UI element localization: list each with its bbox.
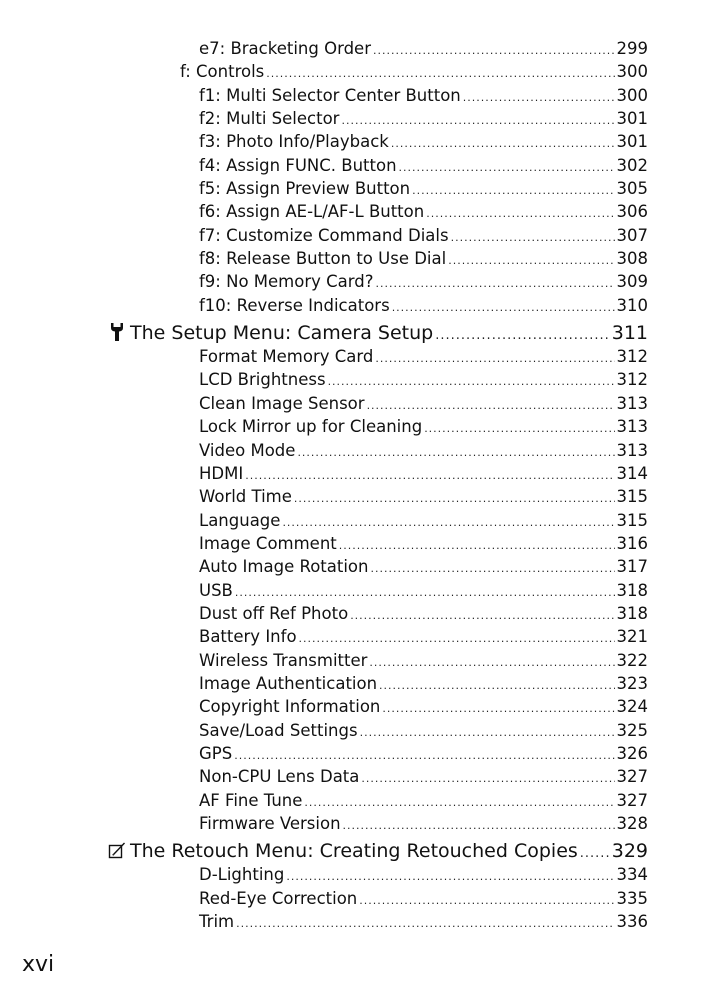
toc-entry-title: f10: Reverse Indicators	[199, 295, 390, 315]
toc-entry[interactable]	[199, 107, 648, 130]
toc-entry-page: 310	[616, 295, 648, 315]
toc-entry-title: f7: Customize Command Dials	[199, 225, 449, 245]
toc-entry-title: D-Lighting	[199, 865, 285, 885]
toc-entry-page: 334	[616, 865, 648, 885]
toc-leader-dots	[339, 534, 615, 557]
toc-leader-dots	[426, 202, 614, 225]
toc-entry-page: 308	[616, 249, 648, 269]
toc-entry-title: USB	[199, 580, 233, 600]
wrench-icon	[108, 322, 126, 342]
toc-entry-title: f2: Multi Selector	[199, 109, 340, 129]
toc-leader-dots	[304, 791, 614, 814]
toc-leader-dots	[391, 132, 615, 155]
toc-entry[interactable]	[199, 765, 648, 788]
toc-leader-dots	[360, 721, 615, 744]
toc-entry-page: 313	[616, 440, 648, 460]
toc-leader-dots	[236, 912, 614, 935]
setup-menu-list	[0, 345, 727, 835]
toc-entry-page: 312	[616, 370, 648, 390]
toc-leader-dots	[424, 417, 614, 440]
toc-entry-title: Auto Image Rotation	[199, 557, 369, 577]
toc-entry[interactable]	[199, 887, 648, 910]
toc-leader-dots	[399, 156, 615, 179]
toc-entry-page: 301	[616, 109, 648, 129]
toc-entry[interactable]	[199, 84, 648, 107]
toc-entry-title: Red-Eye Correction	[199, 888, 358, 908]
toc-leader-dots	[361, 767, 614, 790]
retouch-brush-icon-svg	[108, 840, 126, 860]
toc-entry[interactable]	[199, 532, 648, 555]
toc-entry[interactable]	[199, 294, 648, 317]
toc-entry-page: 316	[616, 533, 648, 553]
retouch-brush-icon	[108, 840, 126, 860]
toc-entry[interactable]	[199, 625, 648, 648]
toc-entry[interactable]	[199, 602, 648, 625]
toc-entry-page: 307	[616, 225, 648, 245]
toc-entry-title: e7: Bracketing Order	[199, 39, 371, 58]
toc-entry-page: 327	[616, 790, 648, 810]
toc-section-setup[interactable]	[108, 319, 648, 345]
toc-leader-dots	[341, 109, 614, 132]
toc-entry[interactable]	[199, 345, 648, 368]
toc-entry[interactable]	[199, 742, 648, 765]
toc-entry-title: AF Fine Tune	[199, 790, 303, 810]
custom-settings-list	[0, 37, 727, 317]
toc-entry[interactable]	[199, 863, 648, 886]
toc-leader-dots	[375, 347, 614, 370]
toc-entry-page: 321	[616, 627, 648, 647]
toc-entry-title: Battery Info	[199, 627, 297, 647]
toc-entry[interactable]	[199, 812, 648, 835]
toc-leader-dots	[343, 814, 615, 837]
toc-entry-title: Non-CPU Lens Data	[199, 767, 360, 787]
table-of-contents	[0, 37, 727, 933]
toc-entry[interactable]	[199, 130, 648, 153]
toc-entry-page: 313	[616, 417, 648, 437]
toc-entry[interactable]	[199, 695, 648, 718]
toc-entry-page: 302	[616, 155, 648, 175]
toc-section-title: The Setup Menu: Camera Setup	[130, 322, 434, 345]
toc-entry-page: 317	[616, 557, 648, 577]
toc-entry-page: 300	[616, 85, 648, 105]
toc-entry[interactable]	[199, 415, 648, 438]
toc-entry-title: f8: Release Button to Use Dial	[199, 249, 447, 269]
toc-entry-page: 335	[616, 888, 648, 908]
toc-entry-title: f3: Photo Info/Playback	[199, 132, 389, 152]
toc-entry[interactable]	[199, 247, 648, 270]
retouch-menu-list	[0, 863, 727, 933]
toc-leader-dots	[369, 651, 614, 674]
toc-entry[interactable]	[199, 485, 648, 508]
toc-entry[interactable]	[199, 392, 648, 415]
toc-entry[interactable]	[199, 649, 648, 672]
toc-leader-dots	[299, 627, 615, 650]
toc-entry-page: 301	[616, 132, 648, 152]
toc-entry-title: LCD Brightness	[199, 370, 326, 390]
toc-entry-page: 323	[616, 673, 648, 693]
toc-entry-page: 336	[616, 912, 648, 932]
toc-entry-title: Video Mode	[199, 440, 296, 460]
toc-leader-dots	[234, 744, 614, 767]
toc-entry-title: f5: Assign Preview Button	[199, 179, 411, 199]
toc-entry[interactable]	[199, 439, 648, 462]
toc-leader-dots	[448, 249, 614, 272]
toc-entry-title: f1: Multi Selector Center Button	[199, 85, 461, 105]
toc-leader-dots	[266, 62, 614, 85]
toc-entry[interactable]	[180, 60, 648, 83]
toc-entry[interactable]	[199, 462, 648, 485]
toc-entry-page: 325	[616, 720, 648, 740]
toc-entry-page: 300	[616, 62, 648, 82]
toc-entry[interactable]	[199, 224, 648, 247]
toc-leader-dots	[382, 697, 614, 720]
toc-entry-page: 306	[616, 202, 648, 222]
toc-entry-title: HDMI	[199, 463, 244, 483]
toc-entry-page: 305	[616, 179, 648, 199]
toc-entry-page: 312	[616, 347, 648, 367]
toc-entry[interactable]	[199, 910, 648, 933]
toc-entry[interactable]	[199, 368, 648, 391]
toc-entry[interactable]	[199, 200, 648, 223]
toc-entry-title: GPS	[199, 743, 233, 763]
toc-entry-title: Dust off Ref Photo	[199, 603, 349, 623]
toc-leader-dots	[350, 604, 614, 627]
toc-leader-dots	[282, 511, 614, 534]
toc-entry[interactable]	[199, 154, 648, 177]
toc-entry-page: 328	[616, 814, 648, 833]
toc-entry-title: f6: Assign AE-L/AF-L Button	[199, 202, 425, 222]
toc-entry-title: Clean Image Sensor	[199, 393, 365, 413]
toc-section-title: The Retouch Menu: Creating Retouched Copies	[130, 840, 578, 863]
toc-leader-dots	[235, 581, 615, 604]
toc-entry[interactable]	[199, 719, 648, 742]
toc-entry[interactable]	[199, 270, 648, 293]
page-number: xvi	[22, 952, 55, 977]
toc-leader-dots	[286, 865, 614, 888]
toc-entry-title: Lock Mirror up for Cleaning	[199, 417, 423, 437]
toc-entry-page: 322	[616, 650, 648, 670]
toc-leader-dots	[451, 226, 615, 249]
toc-entry[interactable]	[199, 555, 648, 578]
toc-section-page: 329	[611, 840, 648, 863]
toc-entry[interactable]	[199, 789, 648, 812]
toc-entry-title: Firmware Version	[199, 814, 341, 833]
toc-entry-title: f4: Assign FUNC. Button	[199, 155, 397, 175]
toc-entry-title: Image Comment	[199, 533, 337, 553]
toc-leader-dots	[370, 557, 614, 580]
wrench-icon-svg	[108, 322, 126, 342]
toc-leader-dots	[412, 179, 614, 202]
toc-entry-title: Copyright Information	[199, 697, 381, 717]
toc-entry-page: 309	[616, 272, 648, 292]
toc-entry[interactable]	[199, 579, 648, 602]
toc-entry-title: Trim	[199, 912, 235, 932]
toc-entry[interactable]	[199, 509, 648, 532]
toc-entry[interactable]	[199, 37, 648, 60]
toc-leader-dots	[297, 441, 614, 464]
toc-section-retouch[interactable]	[108, 837, 648, 863]
toc-entry-title: Language	[199, 510, 281, 530]
toc-section-page: 311	[611, 322, 648, 345]
toc-entry-page: 315	[616, 510, 648, 530]
toc-entry-page: 313	[616, 393, 648, 413]
toc-entry-page: 318	[616, 580, 648, 600]
toc-entry-page: 324	[616, 697, 648, 717]
toc-entry-title: f: Controls	[180, 62, 265, 82]
toc-entry-title: World Time	[199, 487, 292, 507]
toc-entry-page: 299	[616, 39, 648, 58]
toc-entry-title: f9: No Memory Card?	[199, 272, 374, 292]
toc-leader-dots	[373, 39, 615, 62]
toc-entry-page: 315	[616, 487, 648, 507]
toc-entry-title: Save/Load Settings	[199, 720, 358, 740]
toc-leader-dots	[328, 370, 615, 393]
toc-leader-dots	[359, 889, 614, 912]
toc-entry-page: 326	[616, 743, 648, 763]
toc-leader-dots	[367, 394, 615, 417]
toc-leader-dots	[392, 296, 615, 319]
toc-entry-page: 318	[616, 603, 648, 623]
toc-entry-title: Format Memory Card	[199, 347, 374, 367]
toc-entry-title: Wireless Transmitter	[199, 650, 368, 670]
toc-entry-page: 314	[616, 463, 648, 483]
toc-leader-dots	[294, 487, 615, 510]
toc-leader-dots	[463, 86, 615, 109]
toc-entry-title: Image Authentication	[199, 673, 378, 693]
toc-entry[interactable]	[199, 177, 648, 200]
toc-leader-dots	[245, 464, 614, 487]
toc-entry-page: 327	[616, 767, 648, 787]
toc-leader-dots	[376, 272, 615, 295]
toc-entry[interactable]	[199, 672, 648, 695]
toc-leader-dots	[379, 674, 614, 697]
